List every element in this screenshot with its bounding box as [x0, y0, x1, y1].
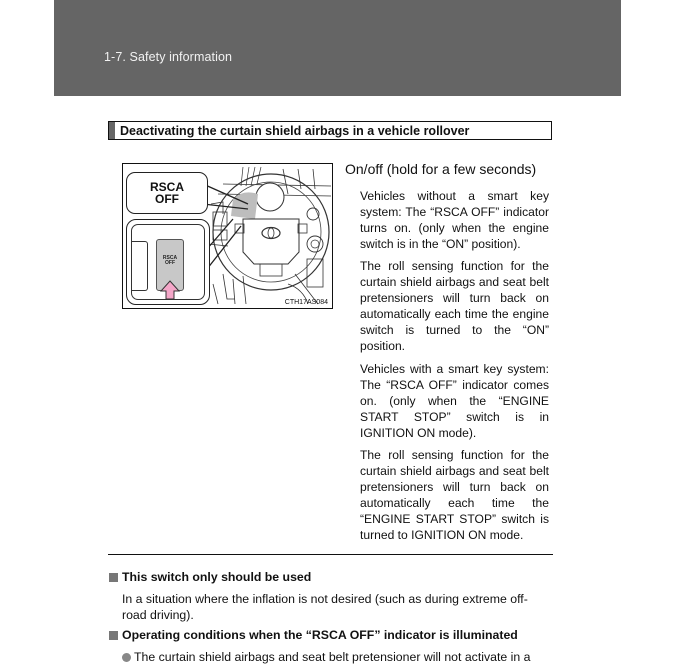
indicator-text-line1: RSCA: [149, 180, 184, 194]
square-bullet-icon: [109, 573, 118, 582]
circle-bullet-icon: [122, 653, 131, 662]
section-title: Deactivating the curtain shield airbags in a vehicle rollover: [120, 123, 470, 138]
rsca-off-switch-callout: [126, 219, 210, 305]
indicator-text-line2: OFF: [155, 192, 179, 206]
rsca-off-indicator-callout: [126, 172, 208, 214]
paragraph-text: The roll sensing function for the curtain shield airbags and seat belt pretensioners will turn back on automatically each time the “ENGINE START STOP” switch is turned to IGNITION ON mode.: [360, 448, 549, 542]
paragraph-no-smart-key: [360, 188, 549, 252]
note-body-switch-usage: In a situation where the inflation is not desired (such as during extreme off-road driving).: [122, 592, 528, 622]
bullet-item: [122, 650, 530, 664]
square-bullet-icon: [109, 631, 118, 640]
paragraph-roll-sensing-2: [360, 447, 549, 543]
paragraph-roll-sensing-1: [360, 258, 549, 354]
paragraph-text: The roll sensing function for the curtain shield airbags and seat belt pretensioners will turn back on automatically each time the engine switch is turned to the “ON” position.: [360, 259, 549, 353]
switch-panel: [131, 224, 205, 300]
on-off-heading: On/off (hold for a few seconds): [345, 161, 537, 177]
chapter-section-label: 1-7. Safety information: [104, 50, 233, 64]
switch-label-line2: OFF: [165, 260, 175, 266]
switch-label-line1: RSCA: [162, 255, 178, 261]
paragraph-smart-key: [360, 361, 549, 441]
figure-code: CTH17AS084: [284, 299, 328, 306]
press-arrow-icon: [160, 280, 180, 300]
adjacent-switch: [131, 241, 148, 291]
note-heading-text: This switch only should be used: [122, 570, 312, 584]
page-header-band: [54, 0, 621, 96]
section-divider: [108, 554, 553, 555]
dashboard-illustration: [122, 163, 333, 309]
bullet-text: The curtain shield airbags and seat belt pretensioner will not activate in a: [134, 650, 531, 664]
note-heading-text: Operating conditions when the “RSCA OFF” indicator is illuminated: [122, 628, 518, 642]
paragraph-text: Vehicles without a smart key system: The “RSCA OFF” indicator turns on. (only when the engine switch is in the “ON” position).: [360, 189, 549, 251]
note-heading-switch-usage: [109, 570, 311, 584]
section-title-box: [108, 121, 552, 140]
note-heading-operating-conditions: [109, 628, 518, 642]
paragraph-text: Vehicles with a smart key system: The “RSCA OFF” indicator comes on. (only when the “ENGINE START STOP” switch is in IGNITION ON mode).: [360, 362, 549, 440]
